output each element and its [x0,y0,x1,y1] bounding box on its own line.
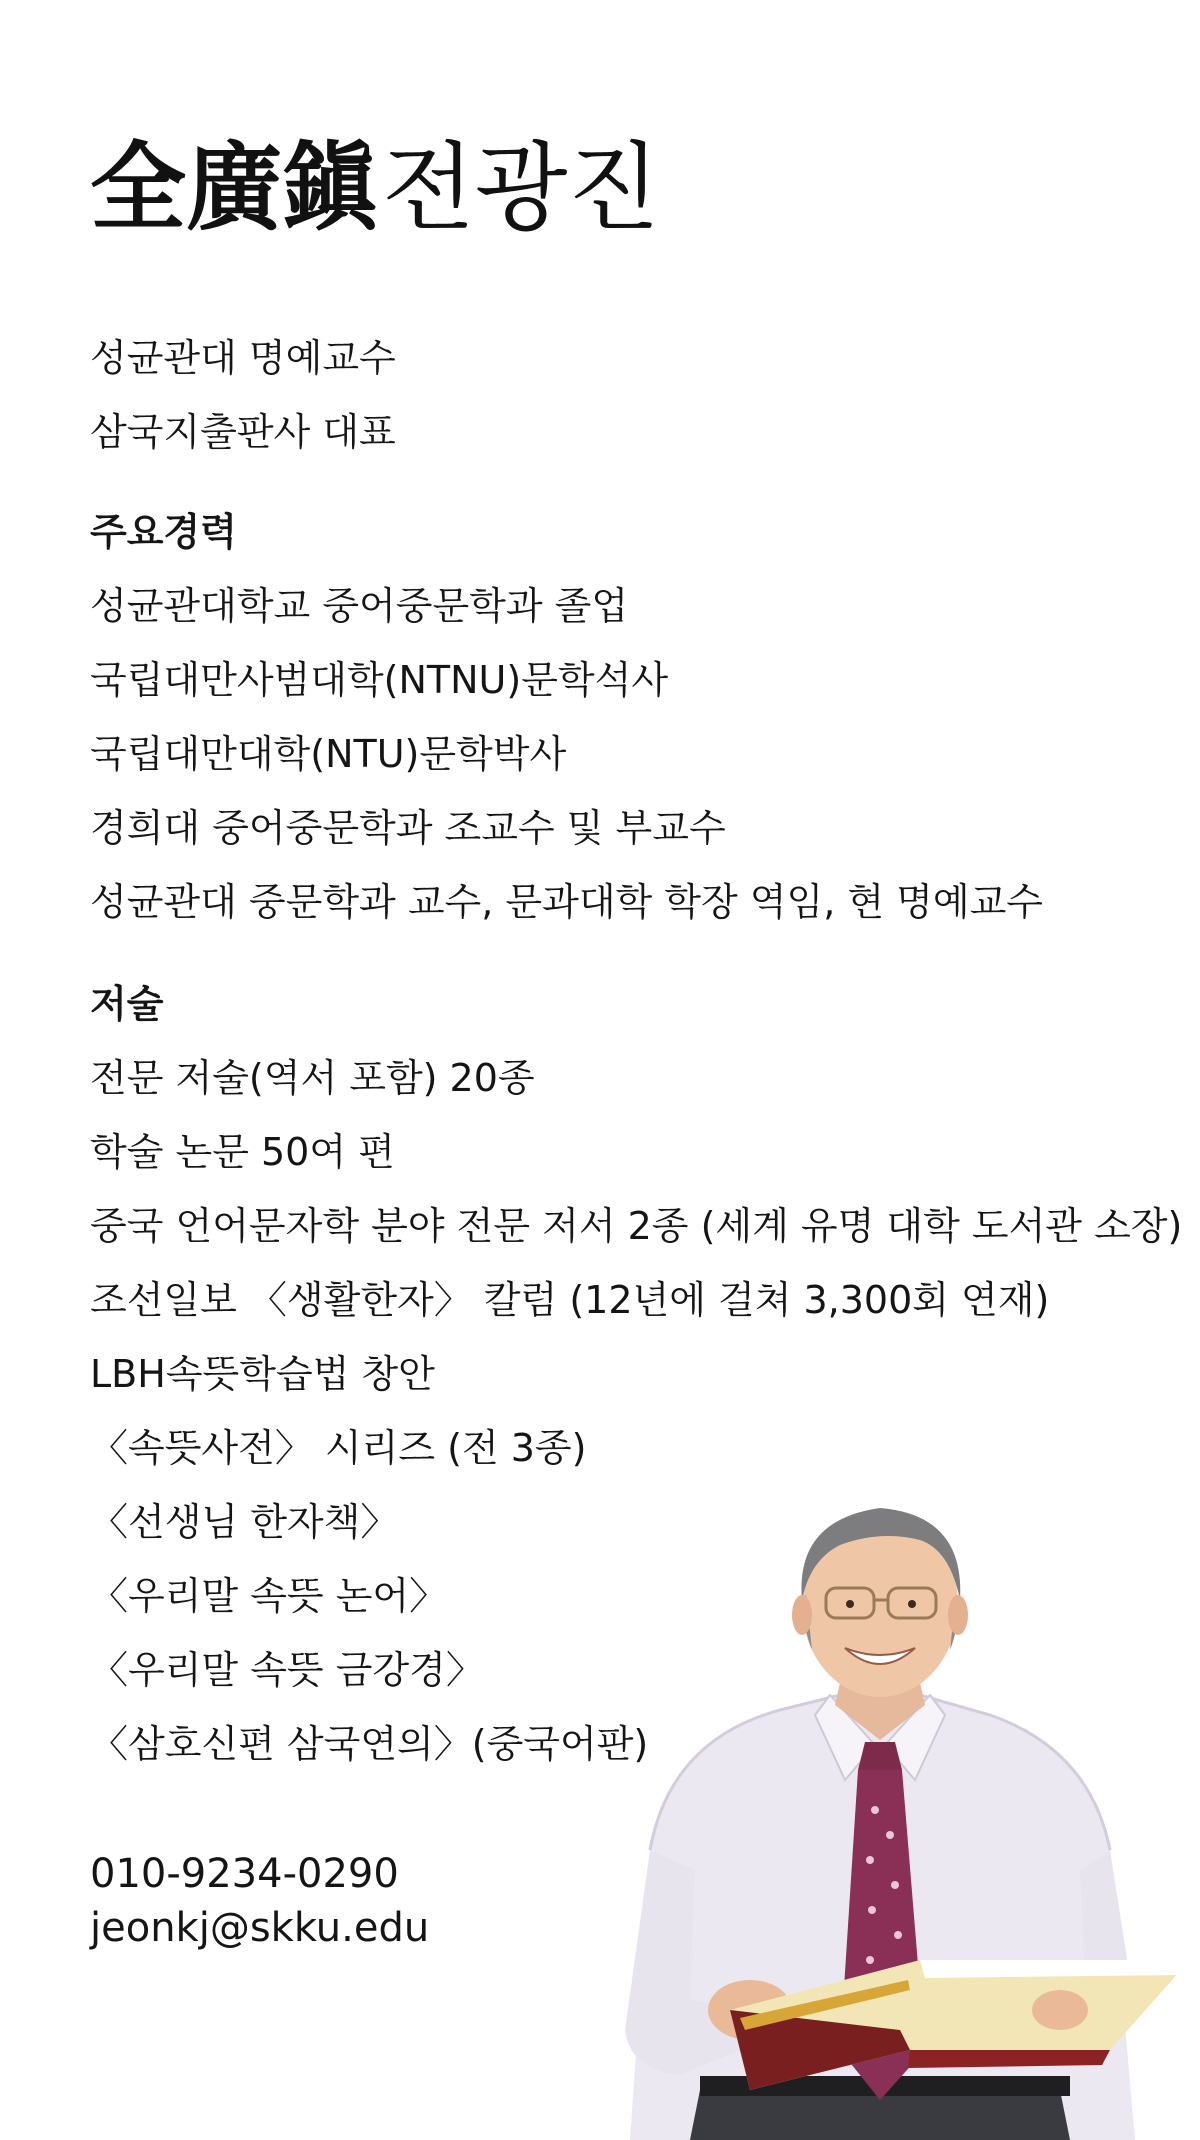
career-item: 국립대만대학(NTU)문학박사 [90,732,567,776]
career-item: 국립대만사범대학(NTNU)문학석사 [90,658,669,702]
writings-heading: 저술 [90,982,164,1026]
title-hangul: 전광진 [382,132,661,244]
writing-item: 〈우리말 속뜻 논어〉 [90,1574,448,1618]
writing-item: 〈속뜻사전〉 시리즈 (전 3종) [90,1426,587,1470]
portrait-photo [590,1490,1200,2140]
title-hanja: 全廣鎭 [90,131,378,244]
writing-item: 〈우리말 속뜻 금강경〉 [90,1648,484,1692]
contact-email: jeonkj@skku.edu [90,1905,430,1951]
intro-line-2: 삼국지출판사 대표 [90,410,396,454]
writing-item: 〈삼호신편 삼국연의〉(중국어판) [90,1722,649,1766]
intro-line-1: 성균관대 명예교수 [90,336,396,380]
career-item: 경희대 중어중문학과 조교수 및 부교수 [90,806,726,850]
page-title [90,131,661,244]
career-item: 성균관대학교 중어중문학과 졸업 [90,584,629,628]
career-heading: 주요경력 [90,510,237,554]
writing-item: 중국 언어문자학 분야 전문 저서 2종 (세계 유명 대학 도서관 소장) [90,1204,1183,1248]
contact-phone: 010-9234-0290 [90,1851,399,1897]
writing-item: 학술 논문 50여 편 [90,1130,395,1174]
writing-item: 〈선생님 한자책〉 [90,1500,399,1544]
writing-item: 조선일보 〈생활한자〉 칼럼 (12년에 걸쳐 3,300회 연재) [90,1278,1050,1322]
career-item: 성균관대 중문학과 교수, 문과대학 학장 역임, 현 명예교수 [90,880,1043,924]
writing-item: LBH속뜻학습법 창안 [90,1352,435,1396]
writing-item: 전문 저술(역서 포함) 20종 [90,1056,535,1100]
